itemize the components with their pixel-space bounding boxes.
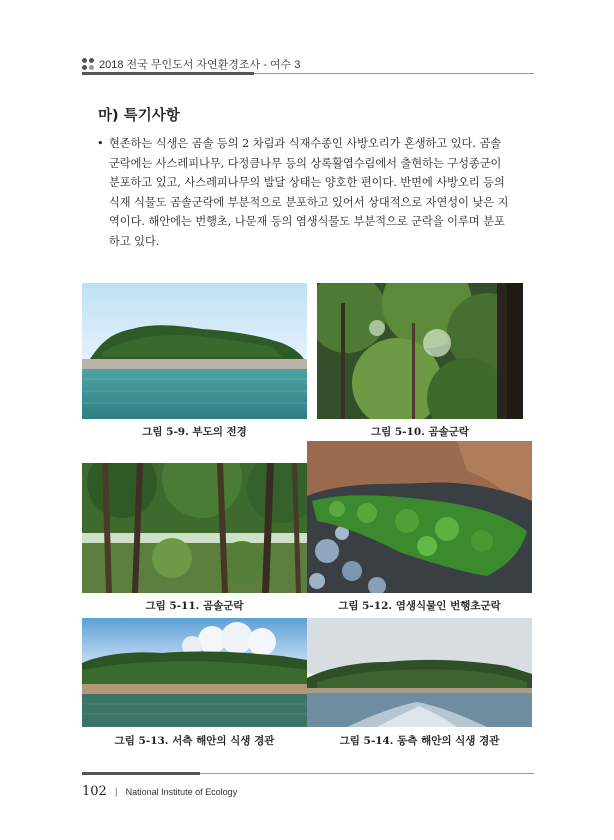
figure-caption: 그림 5-10. 곰솔군락 (370, 426, 470, 438)
body-paragraph (97, 134, 537, 252)
body-line: 분포하고 있고, 사스레피나무의 발달 상태는 양호한 편이다. 반면에 사방오리 등의 (109, 176, 505, 190)
body-line: 군락에는 사스레피나무, 다정큼나무 등의 상록활엽수림에서 출현하는 구성종군이 (109, 156, 502, 170)
figure-caption: 그림 5-9. 부도의 전경 (142, 426, 247, 438)
page-number: 102 (82, 784, 107, 799)
figure-caption: 그림 5-14. 동측 해안의 식생 경관 (339, 735, 500, 747)
body-line: 하고 있다. (109, 234, 160, 248)
header-rule-accent (82, 72, 254, 75)
header-dots-icon (82, 58, 94, 70)
bullet-marker: • (97, 137, 104, 150)
photo-pine-forest-interior (317, 283, 523, 419)
photo-island-panorama (82, 283, 307, 419)
body-line: 식재 식물도 곰솔군락에 부분적으로 분포하고 있어서 상대적으로 자연성이 낮은 지 (109, 195, 509, 209)
footer-institute: National Institute of Ecology (125, 787, 238, 797)
body-line: 현존하는 식생은 곰솔 등의 2 차림과 식재수종인 사방오리가 혼생하고 있다. 곰솔 (109, 137, 502, 150)
photo-tetragonia-patch (307, 441, 532, 593)
photo-east-coast (307, 618, 532, 727)
figure-caption: 그림 5-13. 서측 해안의 식생 경관 (114, 735, 275, 747)
body-line: 역이다. 해안에는 번행초, 나문재 등의 염생식물도 부분적으로 군락을 이루며 분포 (109, 215, 505, 229)
photo-west-coast (82, 618, 307, 727)
figure-caption: 그림 5-12. 염생식물인 번행초군락 (338, 600, 501, 612)
header-title: 2018 전국 무인도서 자연환경조사 - 여수 3 (99, 59, 301, 71)
footer-rule-accent (82, 772, 200, 775)
section-title: 마) 특기사항 (98, 108, 180, 124)
running-header (82, 54, 534, 74)
page-footer (82, 780, 237, 799)
footer-separator: | (114, 787, 118, 798)
photo-pine-trunks (82, 463, 307, 593)
figure-caption: 그림 5-11. 곰솔군락 (145, 600, 244, 612)
